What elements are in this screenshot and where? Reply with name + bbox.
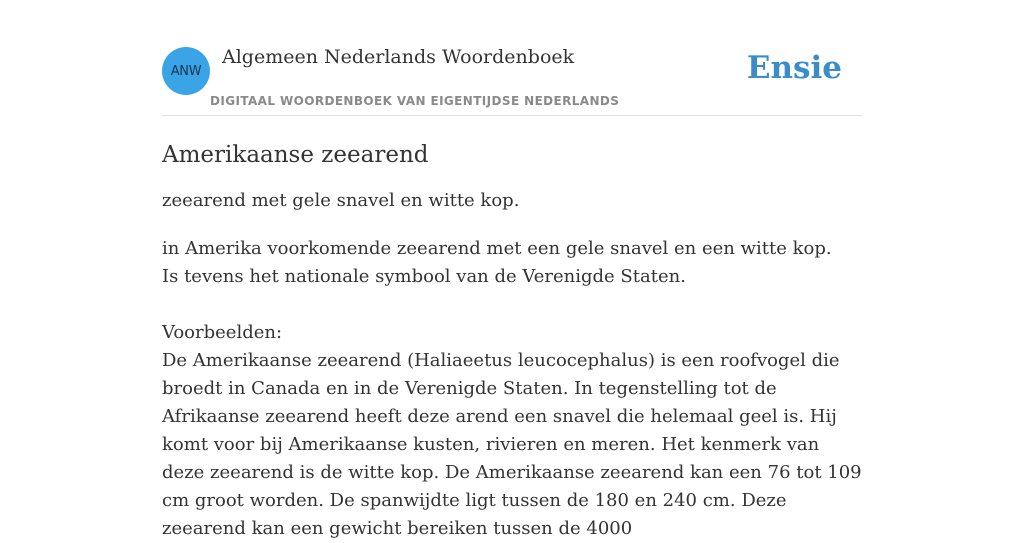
short-definition: zeearend met gele snavel en witte kop. (162, 190, 520, 211)
site-header (162, 0, 862, 116)
anw-logo[interactable] (162, 47, 210, 95)
example-text: De Amerikaanse zeearend (Haliaeetus leucocephalus) is een roofvogel die broedt in Canada en in de Verenigde Staten. In tegenstelling tot de Afrikaanse zeearend heeft deze arend een snavel die helemaal geel is. Hij komt voor bij Amerikaanse kusten, rivieren en meren. Het kenmerk van deze zeearend is de witte kop. De Amerikaanse zeearend kan een 76 tot 109 cm groot worden. De spanwijdte ligt tussen de 180 en 240 cm. Deze zeearend kan een gewicht bereiken tussen de 4000 (162, 350, 862, 539)
long-definition (162, 235, 862, 291)
logo-text: ANW (170, 63, 202, 79)
long-definition-line-2: Is tevens het nationale symbool van de Verenigde Staten. (162, 266, 686, 287)
ensie-brand-logo[interactable]: Ensie (746, 50, 842, 86)
entry-title: Amerikaanse zeearend (162, 142, 429, 168)
entry-content (162, 138, 862, 543)
site-subtitle: DIGITAAL WOORDENBOEK VAN EIGENTIJDSE NEDERLANDS (210, 94, 620, 108)
long-definition-line-1: in Amerika voorkomende zeearend met een gele snavel en een witte kop. (162, 238, 832, 259)
site-title[interactable]: Algemeen Nederlands Woordenboek (222, 46, 575, 68)
examples-label: Voorbeelden: (162, 322, 283, 343)
